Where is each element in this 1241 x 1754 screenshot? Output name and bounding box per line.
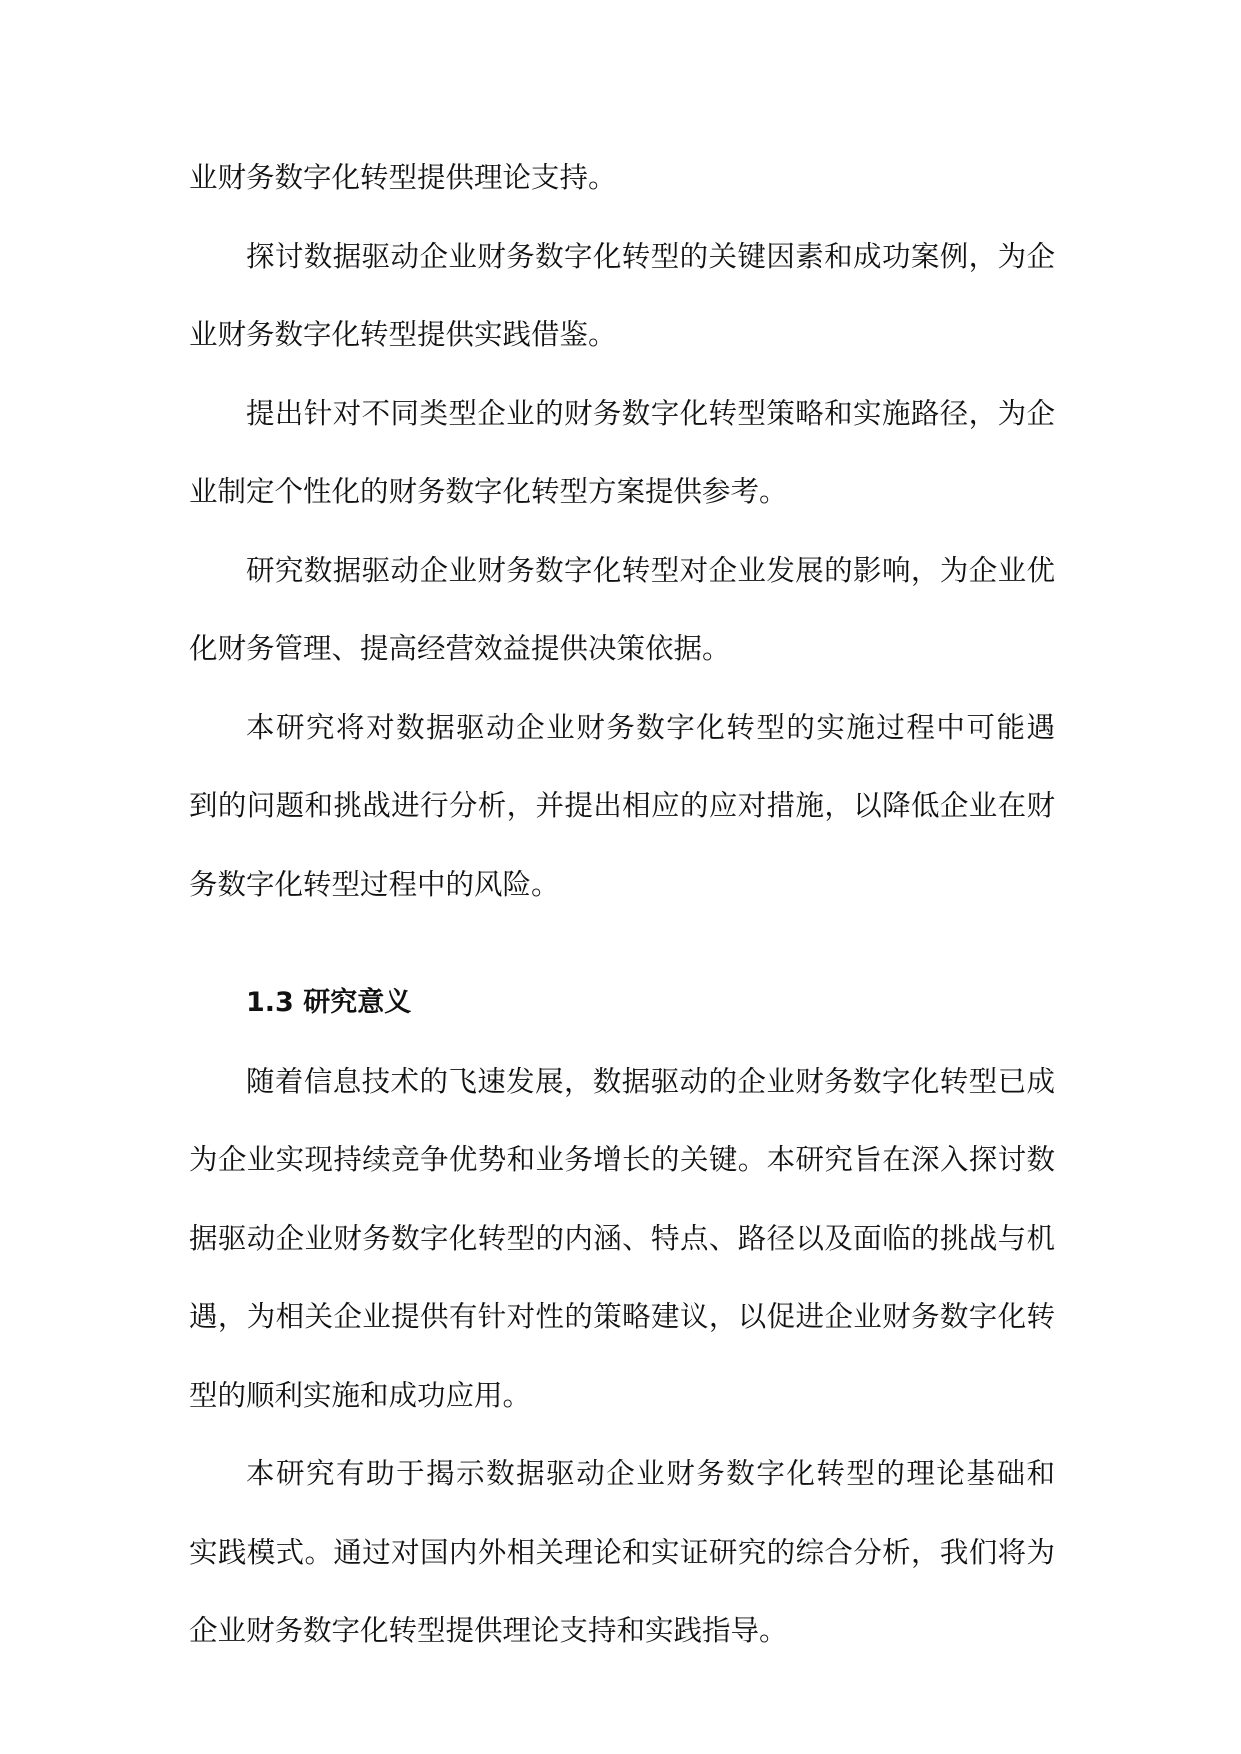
text-line: 研究数据驱动企业财务数字化转型对企业发展的影响，为企业优 xyxy=(246,553,1055,587)
text-line: 务数字化转型过程中的风险。 xyxy=(189,867,560,901)
text-line: 探讨数据驱动企业财务数字化转型的关键因素和成功案例，为企 xyxy=(246,239,1055,273)
text-line: 业财务数字化转型提供实践借鉴。 xyxy=(189,318,617,351)
paragraph xyxy=(189,375,1055,532)
text-line: 本研究有助于揭示数据驱动企业财务数字化转型的理论基础和 xyxy=(246,1457,1055,1490)
text-line: 实践模式。通过对国内外相关理论和实证研究的综合分析，我们将为 xyxy=(189,1535,1055,1569)
text-line: 为企业实现持续竞争优势和业务增长的关键。本研究旨在深入探讨数 xyxy=(189,1143,1055,1176)
text-line: 业制定个性化的财务数字化转型方案提供参考。 xyxy=(189,475,788,508)
paragraph xyxy=(189,139,1055,218)
section-heading: 1.3 研究意义 xyxy=(246,987,412,1018)
paragraph xyxy=(189,1435,1055,1671)
text-line: 化财务管理、提高经营效益提供决策依据。 xyxy=(189,632,731,665)
document-body xyxy=(189,139,1055,1671)
paragraph xyxy=(189,1043,1055,1436)
text-line: 到的问题和挑战进行分析，并提出相应的应对措施，以降低企业在财 xyxy=(189,789,1055,822)
paragraph xyxy=(189,532,1055,689)
text-line: 据驱动企业财务数字化转型的内涵、特点、路径以及面临的挑战与机 xyxy=(189,1221,1055,1255)
text-line: 型的顺利实施和成功应用。 xyxy=(189,1378,532,1412)
paragraph xyxy=(189,689,1055,925)
text-line: 本研究将对数据驱动企业财务数字化转型的实施过程中可能遇 xyxy=(246,710,1055,744)
text-line: 提出针对不同类型企业的财务数字化转型策略和实施路径，为企 xyxy=(246,396,1055,430)
text-line: 随着信息技术的飞速发展，数据驱动的企业财务数字化转型已成 xyxy=(246,1064,1055,1098)
text-line: 业财务数字化转型提供理论支持。 xyxy=(189,161,617,194)
text-line: 企业财务数字化转型提供理论支持和实践指导。 xyxy=(189,1614,788,1647)
paragraph xyxy=(189,218,1055,375)
text-line: 遇，为相关企业提供有针对性的策略建议，以促进企业财务数字化转 xyxy=(189,1300,1055,1333)
